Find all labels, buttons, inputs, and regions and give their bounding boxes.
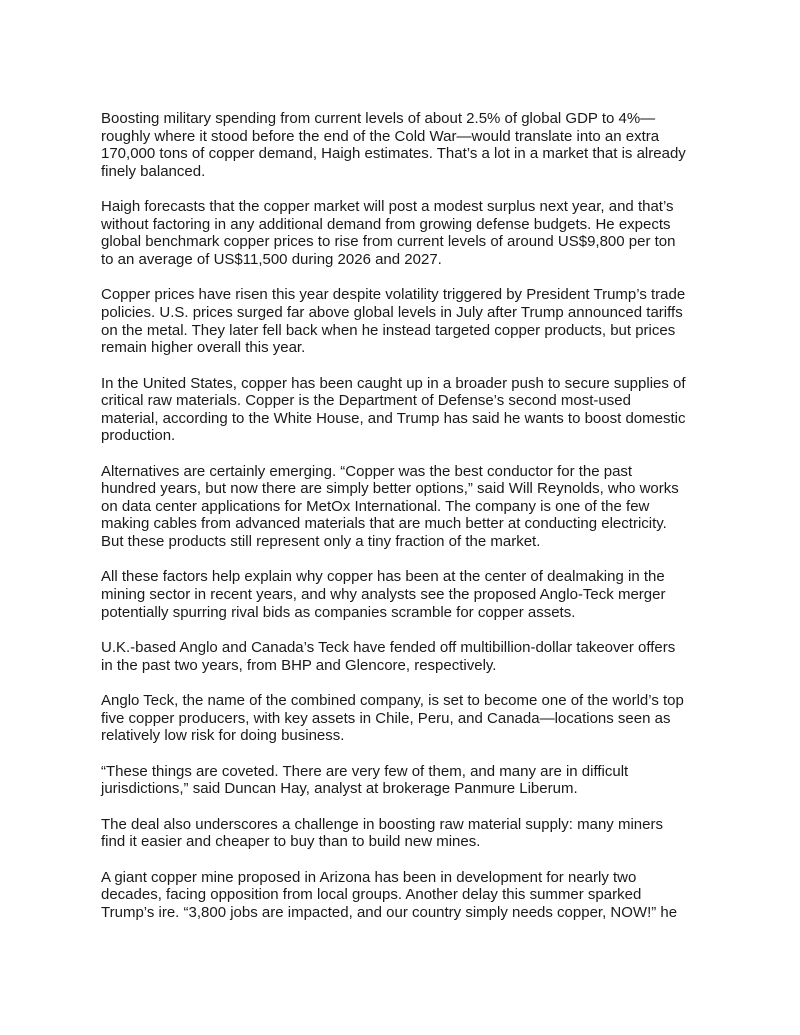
- text-line: All these factors help explain why copper has been at the center of dealmaking in the: [101, 568, 665, 586]
- text-line: find it easier and cheaper to buy than to build new mines.: [101, 833, 481, 851]
- paragraph-11: [101, 869, 705, 922]
- paragraph-2: [101, 198, 705, 268]
- text-line: jurisdictions,” said Duncan Hay, analyst at brokerage Panmure Liberum.: [101, 780, 578, 798]
- text-line: critical raw materials. Copper is the Department of Defense’s second most-used: [101, 392, 631, 410]
- text-line: potentially spurring rival bids as companies scramble for copper assets.: [101, 603, 576, 621]
- text-line: without factoring in any additional demand from growing defense budgets. He expects: [101, 215, 671, 233]
- text-line: Copper prices have risen this year despite volatility triggered by President Trump’s trade: [101, 286, 686, 304]
- text-line: policies. U.S. prices surged far above global levels in July after Trump announced tariffs: [101, 303, 683, 321]
- text-line: five copper producers, with key assets in Chile, Peru, and Canada—locations seen as: [101, 709, 671, 727]
- text-line: on the metal. They later fell back when he instead targeted copper products, but prices: [101, 321, 676, 339]
- text-line: In the United States, copper has been caught up in a broader push to secure supplies of: [101, 374, 686, 392]
- text-line: making cables from advanced materials that are much better at conducting electricity.: [101, 515, 667, 533]
- paragraph-4: [101, 375, 705, 445]
- text-line: in the past two years, from BHP and Glencore, respectively.: [101, 656, 497, 674]
- text-line: decades, facing opposition from local groups. Another delay this summer sparked: [101, 886, 642, 904]
- text-line: 170,000 tons of copper demand, Haigh estimates. That’s a lot in a market that is already: [101, 145, 686, 163]
- text-line: to an average of US$11,500 during 2026 and 2027.: [101, 250, 442, 268]
- text-line: production.: [101, 427, 176, 445]
- text-line: Trump’s ire. “3,800 jobs are impacted, and our country simply needs copper, NOW!” he: [101, 903, 678, 921]
- text-line: Anglo Teck, the name of the combined company, is set to become one of the world’s top: [101, 692, 684, 710]
- text-line: relatively low risk for doing business.: [101, 727, 345, 745]
- text-line: The deal also underscores a challenge in boosting raw material supply: many miners: [101, 815, 663, 833]
- text-line: But these products still represent only a tiny fraction of the market.: [101, 533, 541, 551]
- article-body: [101, 110, 705, 939]
- paragraph-7: [101, 639, 705, 674]
- paragraph-8: [101, 692, 705, 745]
- paragraph-9: [101, 763, 705, 798]
- text-line: remain higher overall this year.: [101, 339, 306, 357]
- paragraph-10: [101, 816, 705, 851]
- text-line: Boosting military spending from current levels of about 2.5% of global GDP to 4%—: [101, 110, 656, 127]
- text-line: mining sector in recent years, and why analysts see the proposed Anglo-Teck merger: [101, 586, 666, 604]
- text-line: material, according to the White House, and Trump has said he wants to boost domestic: [101, 409, 686, 427]
- text-line: hundred years, but now there are simply better options,” said Will Reynolds, who works: [101, 480, 679, 498]
- paragraph-3: [101, 286, 705, 356]
- text-line: global benchmark copper prices to rise from current levels of around US$9,800 per ton: [101, 233, 676, 251]
- text-line: A giant copper mine proposed in Arizona has been in development for nearly two: [101, 868, 637, 886]
- paragraph-5: [101, 463, 705, 551]
- text-line: “These things are coveted. There are very few of them, and many are in difficult: [101, 762, 629, 780]
- paragraph-1: [101, 110, 705, 180]
- text-line: U.K.-based Anglo and Canada’s Teck have fended off multibillion-dollar takeover offers: [101, 639, 676, 657]
- text-line: on data center applications for MetOx International. The company is one of the few: [101, 497, 650, 515]
- text-line: finely balanced.: [101, 162, 206, 180]
- text-line: Haigh forecasts that the copper market will post a modest surplus next year, and that’s: [101, 198, 674, 216]
- paragraph-6: [101, 568, 705, 621]
- text-line: roughly where it stood before the end of the Cold War—would translate into an extra: [101, 127, 660, 145]
- text-line: Alternatives are certainly emerging. “Copper was the best conductor for the past: [101, 462, 633, 480]
